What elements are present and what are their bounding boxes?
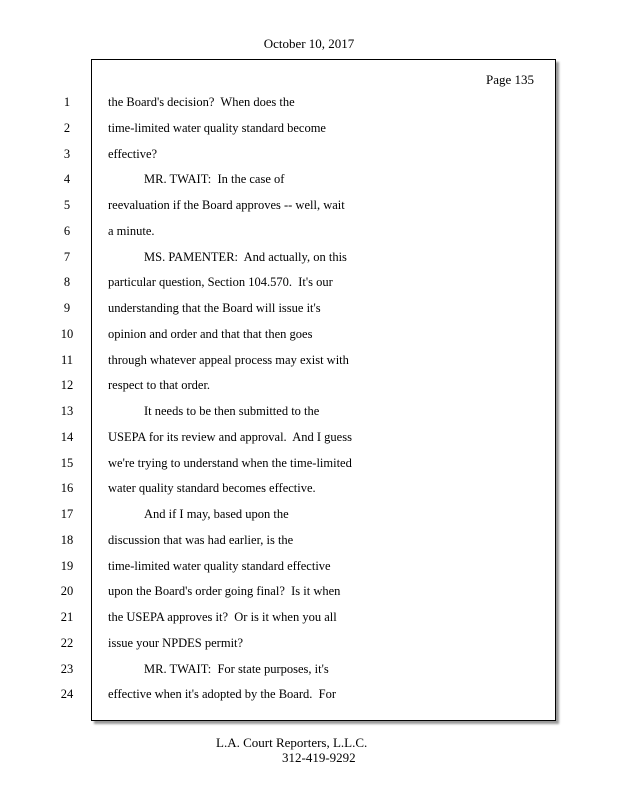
transcript-line — [0, 275, 618, 301]
line-number: 20 — [60, 584, 74, 599]
transcript-line — [0, 250, 618, 276]
line-text: It needs to be then submitted to the — [144, 404, 320, 418]
line-number: 3 — [63, 146, 71, 161]
transcript-line — [0, 353, 618, 379]
line-number: 15 — [60, 455, 74, 470]
line-number: 8 — [63, 275, 71, 290]
line-number: 10 — [60, 326, 74, 341]
line-number: 22 — [60, 635, 74, 650]
line-number: 4 — [63, 172, 71, 187]
line-number: 12 — [60, 378, 74, 393]
line-text: opinion and order and that that then goes — [108, 326, 313, 341]
line-text: we're trying to understand when the time-limited — [108, 455, 352, 470]
line-text: And if I may, based upon the — [144, 507, 289, 521]
transcript-line — [0, 610, 618, 636]
line-text: effective? — [108, 146, 158, 161]
line-text: MR. TWAIT: For state purposes, it's — [144, 661, 329, 676]
page-number: Page 135 — [485, 72, 534, 87]
line-text: water quality standard becomes effective. — [108, 481, 316, 496]
line-text: upon the Board's order going final? Is it when — [108, 584, 341, 599]
transcript-line — [0, 327, 618, 353]
line-number: 11 — [60, 352, 74, 367]
line-number: 7 — [63, 249, 71, 264]
line-text: MR. TWAIT: In the case of — [144, 172, 285, 187]
transcript-line — [0, 404, 618, 430]
line-number: 2 — [63, 120, 71, 135]
line-text: effective when it's adopted by the Board. For — [108, 687, 337, 702]
transcript-date: October 10, 2017 — [263, 36, 355, 51]
transcript-line — [0, 430, 618, 456]
line-text: USEPA for its review and approval. And I guess — [108, 429, 352, 444]
line-text: discussion that was had earlier, is the — [108, 532, 294, 547]
transcript-line — [0, 584, 618, 610]
line-number: 9 — [63, 301, 71, 315]
line-text: understanding that the Board will issue it's — [108, 301, 321, 315]
line-text: the USEPA approves it? Or is it when you all — [108, 610, 337, 624]
line-text: time-limited water quality standard effective — [108, 558, 331, 573]
line-text: time-limited water quality standard become — [108, 120, 326, 135]
transcript-line — [0, 378, 618, 404]
line-text: through whatever appeal process may exist with — [108, 352, 349, 367]
line-number: 1 — [63, 95, 71, 109]
transcript-line — [0, 687, 618, 713]
line-text: reevaluation if the Board approves -- well, wait — [108, 198, 345, 212]
line-number: 16 — [60, 481, 74, 496]
line-number: 17 — [60, 507, 74, 521]
transcript-line — [0, 507, 618, 533]
line-number: 18 — [60, 532, 74, 547]
line-number: 19 — [60, 558, 74, 573]
line-text: a minute. — [108, 223, 155, 238]
line-number: 24 — [60, 687, 74, 702]
footer-company: L.A. Court Reporters, L.L.C. — [216, 735, 368, 750]
line-number: 5 — [63, 198, 71, 212]
line-text: the Board's decision? When does the — [108, 95, 295, 109]
line-text: particular question, Section 104.570. It's our — [108, 275, 333, 290]
transcript-line — [0, 95, 618, 121]
line-text: respect to that order. — [108, 378, 211, 393]
transcript-line — [0, 559, 618, 585]
transcript-line — [0, 456, 618, 482]
transcript-line — [0, 121, 618, 147]
transcript-line — [0, 301, 618, 327]
transcript-line — [0, 481, 618, 507]
line-number: 13 — [60, 404, 74, 418]
transcript-line — [0, 662, 618, 688]
line-number: 14 — [60, 429, 74, 444]
transcript-line — [0, 172, 618, 198]
line-number: 6 — [63, 223, 71, 238]
line-text: MS. PAMENTER: And actually, on this — [144, 249, 347, 264]
footer-phone: 312-419-9292 — [282, 750, 356, 765]
line-number: 23 — [60, 661, 74, 676]
line-text: issue your NPDES permit? — [108, 635, 244, 650]
line-number: 21 — [60, 610, 74, 624]
transcript-line — [0, 533, 618, 559]
transcript-line — [0, 147, 618, 173]
transcript-line — [0, 224, 618, 250]
transcript-line — [0, 636, 618, 662]
transcript-line — [0, 198, 618, 224]
